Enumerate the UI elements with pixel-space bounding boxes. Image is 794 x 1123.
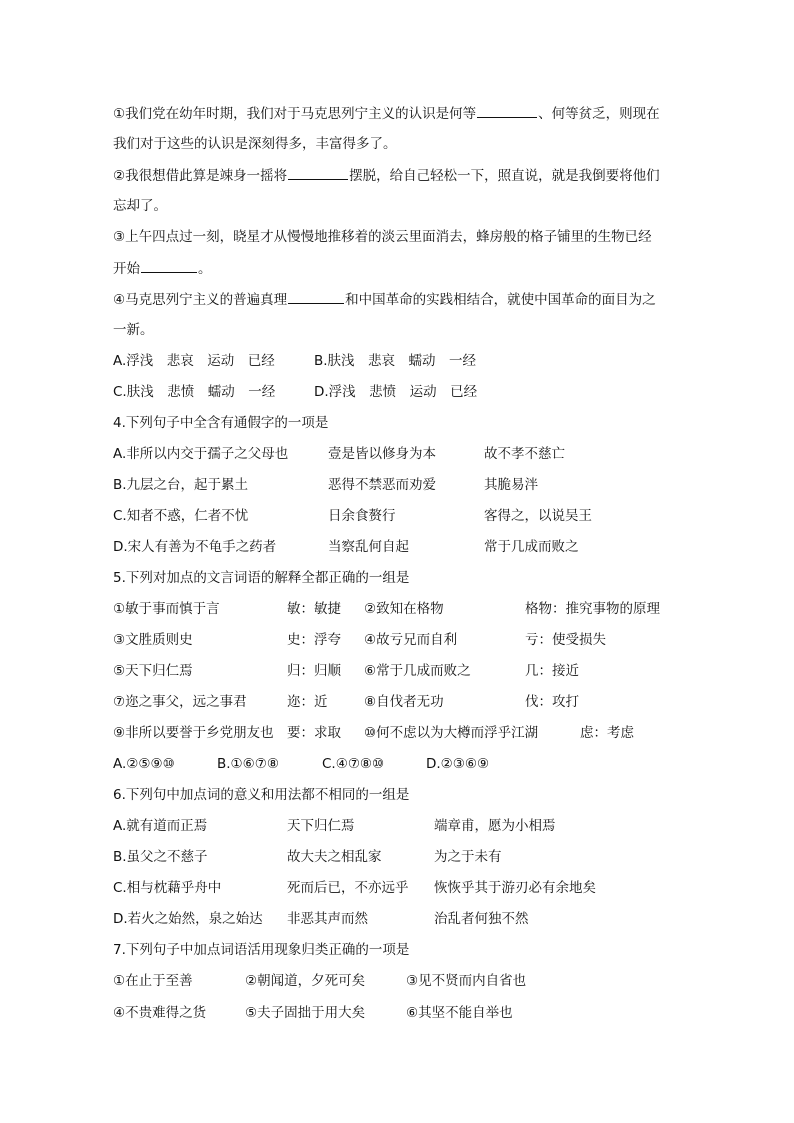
sentence-1-line-1: ①我们党在幼年时期，我们对于马克思列宁主义的认识是何等 、何等贫乏，则现在	[113, 103, 660, 124]
answer-blank	[141, 258, 197, 273]
sentence-3-line-2: 开始 。	[113, 258, 212, 279]
q4-d-2: 当察乱何自起	[328, 539, 409, 555]
q3-option-c: C.肤浅 悲愤 蠕动 一经	[113, 384, 276, 400]
q5-gloss-2: 格物：推究事物的原理	[525, 601, 660, 617]
q5-option-d: D.②③⑥⑨	[426, 756, 490, 772]
sentence-4-line-1: ④马克思列宁主义的普遍真理 和中国革命的实践相结合，就使中国革命的面目为之	[113, 289, 656, 310]
q5-item-4: ④故亏兄而自利	[364, 632, 458, 648]
q7-item-2: ②朝闻道，夕死可矣	[245, 973, 366, 989]
q4-b-1: B.九层之台，起于累土	[113, 477, 249, 493]
sentence-4-line-2: 一新。	[113, 322, 154, 338]
q5-item-10: ⑩何不虑以为大樽而浮乎江湖	[364, 725, 539, 741]
q5-gloss-10: 虑：考虑	[580, 725, 634, 741]
q5-gloss-9: 要：求取	[287, 725, 341, 741]
q6-stem: 6.下列句中加点词的意义和用法都不相同的一组是	[113, 787, 410, 803]
q5-gloss-8: 伐：攻打	[525, 694, 579, 710]
q5-item-9: ⑨非所以要誉于乡党朋友也	[113, 725, 274, 741]
q4-a-2: 壹是皆以修身为本	[328, 446, 436, 462]
q6-a-1: A.就有道而正焉	[113, 818, 208, 834]
q5-gloss-3: 史：浮夸	[287, 632, 341, 648]
q3-option-d: D.浮浅 悲愤 运动 已经	[314, 384, 478, 400]
q6-c-1: C.相与枕藉乎舟中	[113, 880, 222, 896]
answer-blank	[288, 289, 344, 304]
q5-stem: 5.下列对加点的文言词语的解释全都正确的一组是	[113, 570, 410, 586]
q7-stem: 7.下列句子中加点词语活用现象归类正确的一项是	[113, 942, 410, 958]
q5-gloss-4: 亏：使受损失	[525, 632, 606, 648]
q4-b-3: 其脆易泮	[484, 477, 538, 493]
sentence-2-line-2: 忘却了。	[113, 198, 167, 214]
q6-a-2: 天下归仁焉	[287, 818, 355, 834]
answer-blank	[288, 165, 348, 180]
q5-option-b: B.①⑥⑦⑧	[217, 756, 279, 772]
q4-stem: 4.下列句子中全含有通假字的一项是	[113, 415, 329, 431]
q4-d-1: D.宋人有善为不龟手之药者	[113, 539, 277, 555]
sentence-2-line-1: ②我很想借此算是竦身一摇将 摆脱，给自己轻松一下，照直说，就是我倒要将他们	[113, 165, 660, 186]
q3-option-a: A.浮浅 悲哀 运动 已经	[113, 353, 275, 369]
q5-item-5: ⑤天下归仁焉	[113, 663, 193, 679]
q5-gloss-1: 敏：敏捷	[287, 601, 341, 617]
q6-b-3: 为之于未有	[434, 849, 502, 865]
sentence-3-line-1: ③上午四点过一刻，晓星才从慢慢地推移着的淡云里面消去，蜂房般的格子铺里的生物已经	[113, 229, 652, 245]
q5-gloss-7: 迩：近	[287, 694, 328, 710]
q4-a-3: 故不孝不慈亡	[484, 446, 565, 462]
q4-d-3: 常于几成而败之	[484, 539, 579, 555]
q6-c-3: 恢恢乎其于游刃必有余地矣	[434, 880, 596, 896]
q5-item-1: ①敏于事而慎于言	[113, 601, 220, 617]
q5-gloss-5: 归：归顺	[287, 663, 341, 679]
q3-option-b: B.肤浅 悲哀 蠕动 一经	[314, 353, 477, 369]
q4-b-2: 恶得不禁恶而劝爱	[328, 477, 436, 493]
q4-c-1: C.知者不惑，仁者不忧	[113, 508, 249, 524]
q6-d-3: 治乱者何独不然	[434, 911, 529, 927]
q7-item-1: ①在止于至善	[113, 973, 193, 989]
q5-item-2: ②致知在格物	[364, 601, 444, 617]
q6-c-2: 死而后已，不亦远乎	[287, 880, 409, 896]
answer-blank	[477, 103, 537, 118]
q6-a-3: 端章甫，愿为小相焉	[434, 818, 556, 834]
q7-item-6: ⑥其坚不能自举也	[406, 1005, 513, 1021]
q4-c-2: 日余食赘行	[328, 508, 396, 524]
q5-item-7: ⑦迩之事父，远之事君	[113, 694, 247, 710]
q4-a-1: A.非所以内交于孺子之父母也	[113, 446, 289, 462]
q5-gloss-6: 几：接近	[525, 663, 579, 679]
q5-option-a: A.②⑤⑨⑩	[113, 756, 175, 772]
q7-item-5: ⑤夫子固拙于用大矣	[245, 1005, 366, 1021]
q5-item-6: ⑥常于几成而败之	[364, 663, 471, 679]
q7-item-3: ③见不贤而内自省也	[406, 973, 527, 989]
q5-option-c: C.④⑦⑧⑩	[322, 756, 385, 772]
q6-b-1: B.虽父之不慈子	[113, 849, 208, 865]
q4-c-3: 客得之，以说吴王	[484, 508, 592, 524]
q6-d-1: D.若火之始然，泉之始达	[113, 911, 263, 927]
q7-item-4: ④不贵难得之货	[113, 1005, 207, 1021]
q6-d-2: 非恶其声而然	[287, 911, 368, 927]
q6-b-2: 故大夫之相乱家	[287, 849, 382, 865]
q5-item-8: ⑧自伐者无功	[364, 694, 444, 710]
q5-item-3: ③文胜质则史	[113, 632, 193, 648]
sentence-1-line-2: 我们对于这些的认识是深刻得多，丰富得多了。	[113, 136, 397, 152]
